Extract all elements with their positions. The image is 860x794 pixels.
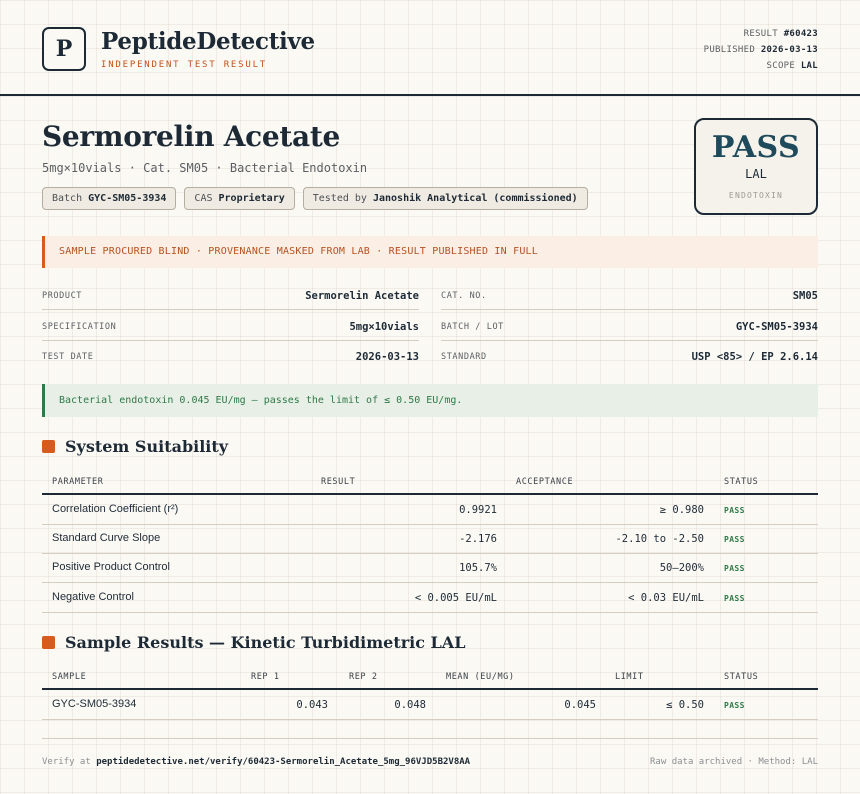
sample-rep2: 0.048 — [394, 699, 426, 711]
page-title: Sermorelin Acetate — [42, 120, 341, 153]
verdict-scope: LAL — [745, 167, 767, 181]
standard-label: STANDARD — [441, 352, 487, 362]
param-acceptance: ≥ 0.980 — [659, 504, 704, 516]
col-status: STATUS — [724, 672, 759, 682]
verdict-test: ENDOTOXIN — [728, 191, 784, 200]
status-badge: PASS — [724, 701, 745, 710]
suitability-heading — [42, 437, 228, 456]
result-summary: Bacterial endotoxin 0.045 EU/mg — passes the limit of ≤ 0.50 EU/mg. — [42, 384, 818, 417]
brand-name: PeptideDetective — [101, 28, 315, 55]
col-parameter: PARAMETER — [52, 477, 104, 487]
param-acceptance: -2.10 to -2.50 — [615, 533, 704, 545]
info-chips — [42, 187, 588, 210]
row-divider — [42, 582, 818, 583]
status-badge: PASS — [724, 594, 745, 603]
param-acceptance: 50–200% — [659, 562, 704, 574]
col-limit: LIMIT — [615, 672, 644, 682]
col-acceptance: ACCEPTANCE — [516, 477, 574, 487]
param-name: Standard Curve Slope — [52, 532, 161, 544]
standard-value: USP <85> / EP 2.6.14 — [691, 351, 818, 363]
meta-scope-value: LAL — [800, 61, 818, 71]
batch-value: GYC-SM05-3934 — [735, 321, 818, 333]
row-divider — [42, 719, 818, 720]
catno-value: SM05 — [792, 290, 818, 302]
row-divider — [42, 524, 818, 525]
detail-divider — [42, 340, 419, 341]
meta-published — [704, 45, 818, 55]
chip-tested-by — [303, 187, 588, 210]
verdict-word: PASS — [711, 130, 801, 165]
chip-cas — [184, 187, 294, 210]
meta-published-label: PUBLISHED — [703, 45, 756, 55]
meta-result — [744, 29, 818, 39]
spec-value: 5mg×10vials — [349, 321, 419, 333]
date-label: TEST DATE — [42, 352, 94, 362]
meta-scope-label: SCOPE — [766, 61, 796, 71]
param-name: Correlation Coefficient (r²) — [52, 503, 179, 515]
detail-divider — [42, 309, 419, 310]
col-result: RESULT — [321, 477, 356, 487]
param-result: 0.9921 — [459, 504, 497, 516]
sample-rep1: 0.043 — [296, 699, 328, 711]
param-acceptance: < 0.03 EU/mL — [628, 592, 704, 604]
catno-label: CAT. NO. — [441, 291, 487, 301]
verify-line — [42, 757, 470, 767]
sample-id: GYC-SM05-3934 — [52, 698, 137, 710]
header-divider — [0, 94, 860, 96]
provenance-notice: SAMPLE PROCURED BLIND · PROVENANCE MASKED FROM LAB · RESULT PUBLISHED IN FULL — [42, 236, 818, 268]
brand-logo — [42, 27, 86, 71]
col-status: STATUS — [724, 477, 759, 487]
meta-scope — [767, 61, 818, 71]
col-rep2: REP 2 — [349, 672, 378, 682]
param-result: -2.176 — [459, 533, 497, 545]
status-badge: PASS — [724, 535, 745, 544]
samples-title: Sample Results — Kinetic Turbidimetric LAL — [65, 633, 466, 652]
page-subtitle: 5mg×10vials · Cat. SM05 · Bacterial Endotoxin — [42, 161, 368, 175]
col-sample: SAMPLE — [52, 672, 87, 682]
brand-tagline: INDEPENDENT TEST RESULT — [101, 60, 268, 70]
verdict-card — [694, 118, 818, 215]
verify-link[interactable]: peptidedetective.net/verify/60423-Sermorelin_Acetate_5mg_96VJD5B2V8AA — [96, 757, 471, 767]
detail-divider — [441, 309, 818, 310]
param-result: 105.7% — [459, 562, 497, 574]
col-rep1: REP 1 — [251, 672, 280, 682]
product-value: Sermorelin Acetate — [305, 290, 419, 302]
sample-limit: ≤ 0.50 — [666, 699, 704, 711]
brand-logo-letter: P — [55, 36, 73, 62]
product-label: PRODUCT — [42, 291, 83, 301]
chip-tested-by-value: Janoshik Analytical (commissioned) — [372, 193, 578, 204]
detail-divider — [441, 340, 818, 341]
param-result: < 0.005 EU/mL — [414, 592, 497, 604]
chip-batch — [42, 187, 176, 210]
meta-published-value: 2026-03-13 — [760, 45, 818, 55]
chip-batch-value: GYC-SM05-3934 — [88, 193, 167, 204]
chip-cas-value: Proprietary — [218, 193, 285, 204]
meta-result-label: RESULT — [743, 29, 778, 39]
sample-mean: 0.045 — [564, 699, 596, 711]
status-badge: PASS — [724, 564, 745, 573]
row-divider — [42, 612, 818, 613]
chip-batch-label: Batch — [52, 193, 83, 204]
table-header-rule — [42, 493, 818, 495]
batch-label: BATCH / LOT — [441, 322, 504, 332]
section-marker-icon — [42, 636, 55, 649]
footer-method: Raw data archived · Method: LAL — [650, 757, 818, 767]
col-mean: MEAN (EU/MG) — [446, 672, 515, 682]
row-divider — [42, 553, 818, 554]
date-value: 2026-03-13 — [355, 351, 419, 363]
samples-heading — [42, 633, 465, 652]
spec-label: SPECIFICATION — [42, 322, 117, 332]
suitability-title: System Suitability — [65, 437, 229, 456]
section-marker-icon — [42, 440, 55, 453]
footer-divider — [42, 738, 818, 739]
chip-cas-label: CAS — [194, 193, 213, 204]
param-name: Positive Product Control — [52, 561, 170, 573]
meta-result-value: #60423 — [783, 29, 818, 39]
table-header-rule — [42, 688, 818, 690]
chip-tested-by-label: Tested by — [312, 193, 367, 204]
param-name: Negative Control — [52, 591, 134, 603]
verify-prefix: Verify at — [42, 757, 91, 767]
status-badge: PASS — [724, 506, 745, 515]
